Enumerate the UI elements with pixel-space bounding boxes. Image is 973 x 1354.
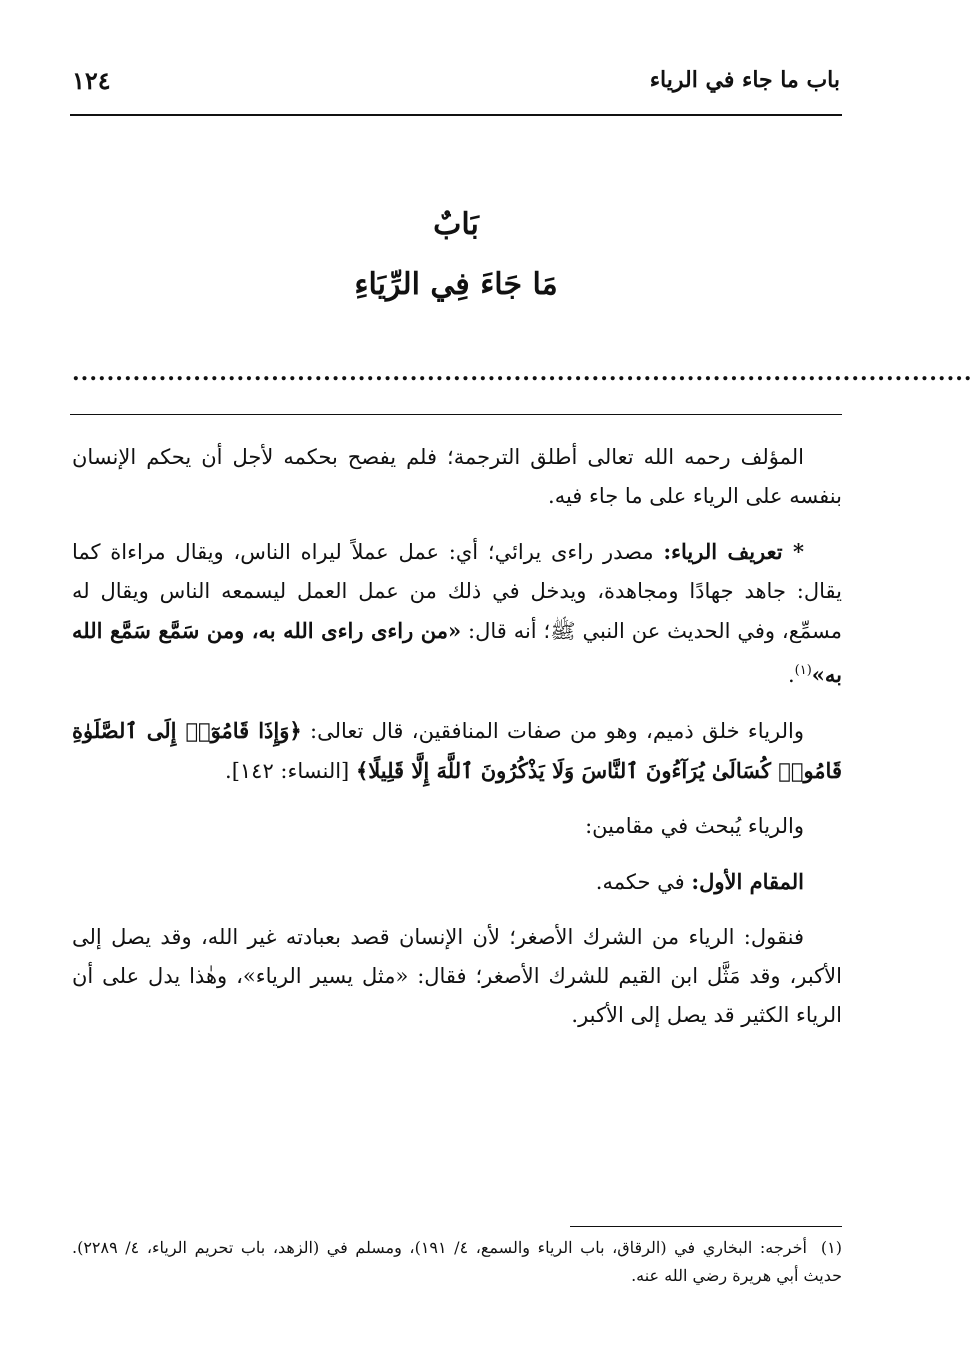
quran-intro: والرياء خلق ذميم، وهو من صفات المنافقين، قال تعالى: xyxy=(301,719,805,743)
quran-reference: [النساء: ١٤٢]. xyxy=(225,759,356,783)
footnote-divider xyxy=(570,1226,842,1227)
running-title: باب ما جاء في الرياء xyxy=(649,67,840,93)
paragraph-intro: المؤلف رحمه الله تعالى أطلق الترجمة؛ فلم يفصح بحكمه لأجل أن يحكم الإنسان بنفسه على الرياء على ما جاء فيه. xyxy=(72,445,842,508)
footnote-reference[interactable]: (١) xyxy=(794,663,812,678)
paragraph-first-aspect xyxy=(72,862,842,902)
dotted-separator: ........................................................................................................ xyxy=(72,360,973,386)
chapter-title: مَا جَاءَ فِي الرِّيَاءِ xyxy=(354,267,558,302)
paragraph-ruling: فنقول: الرياء من الشرك الأصغر؛ لأن الإنسان قصد بعبادته غير الله، وقد يصل إلى الأكبر، وقد مَثَّل ابن القيم للشرك الأصغر؛ فقال: «مثل يسير الرياء»، وهٰذا يدل على أن الرياء الكثير قد يصل إلى الأكبر. xyxy=(72,925,842,1027)
paragraph-quran xyxy=(72,711,842,791)
definition-end: . xyxy=(787,663,795,687)
content-divider xyxy=(70,414,842,415)
footnote-text: أخرجه: البخاري في (الرقاق، باب الرياء والسمع، ٤/ ١٩١)، ومسلم في (الزهد، باب تحريم الرياء، ٤/ ٢٢٨٩). حديث أبي هريرة رضي الله عنه. xyxy=(72,1238,842,1285)
paragraph-definition xyxy=(72,532,842,695)
first-aspect-text: في حكمه. xyxy=(595,870,692,894)
first-aspect-label: المقام الأول: xyxy=(691,869,804,894)
footnote xyxy=(72,1234,842,1290)
chapter-heading xyxy=(70,200,842,310)
body-text xyxy=(72,438,842,1051)
definition-label: * تعريف الرياء: xyxy=(663,539,804,564)
header-divider xyxy=(70,114,842,116)
quran-verse: ﴿وَإِذَا قَامُوٓا۟ إِلَى ٱلصَّلَوٰةِ قَامُوا۟ كُسَالَىٰ يُرَآءُونَ ٱلنَّاسَ وَلَا يَذْكُرُونَ ٱللَّهَ إِلَّا قَلِيلًا﴾ xyxy=(72,718,842,783)
hadith-quote: «من راءى راءى الله به، ومن سَمَّع سَمَّع الله به» xyxy=(72,618,842,687)
chapter-word: بَابٌ xyxy=(433,207,479,242)
definition-text: مصدر راءى يرائي؛ أي: عمل عملاً ليراه الناس، ويقال مراءاة كما يقال: جاهد جهادًا ومجاهدة، ويدخل في ذلك من عمل العمل ليسمعه الناس ويقال له مسمِّع، وفي الحديث عن النبي ﷺ؛ أنه قال: xyxy=(72,540,842,643)
page-number: ١٢٤ xyxy=(72,65,111,95)
paragraph-two-aspects: والرياء يُبحث في مقامين: xyxy=(585,814,804,838)
page-header xyxy=(72,60,840,100)
footnote-marker: (١) xyxy=(820,1238,842,1257)
